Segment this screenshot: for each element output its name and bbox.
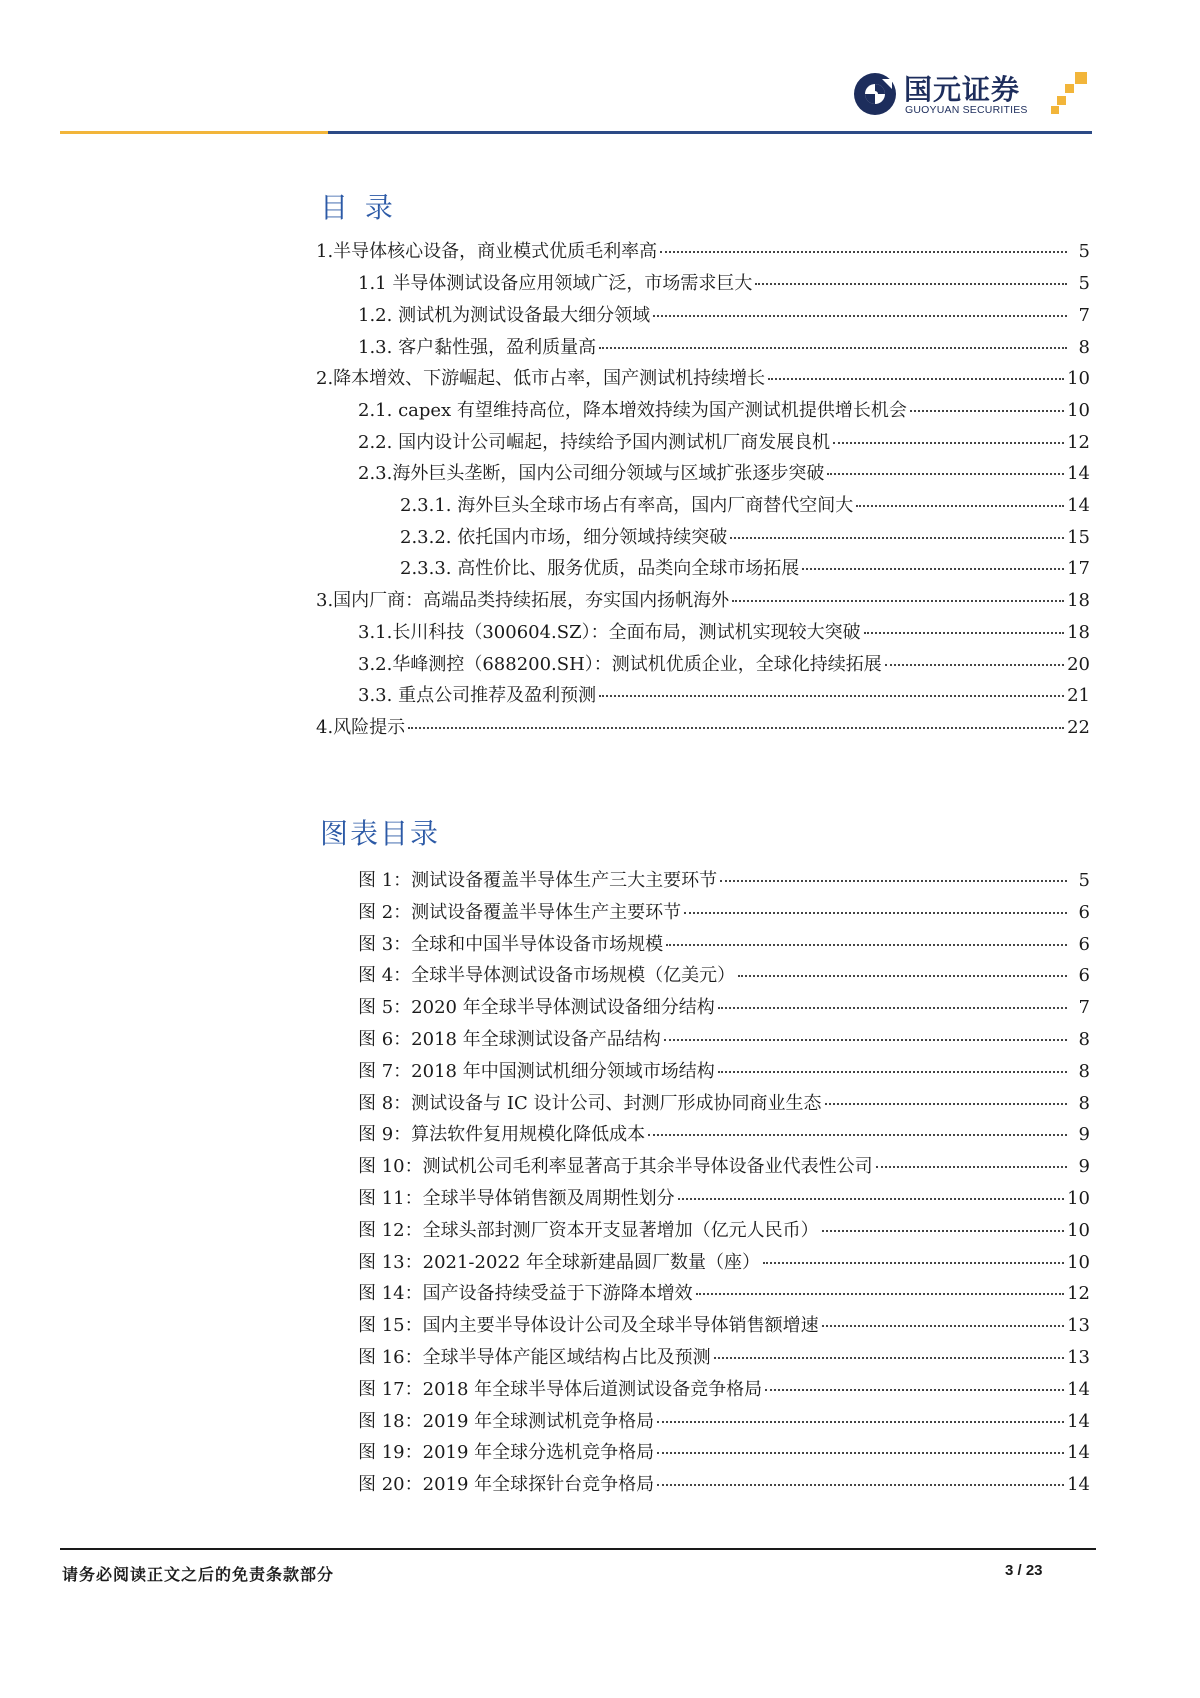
figure-entry-page: 10	[1067, 1219, 1090, 1241]
toc-entry-page: 14	[1067, 463, 1090, 484]
toc-entry-title: 2.3.1. 海外巨头全球市场占有率高，国内厂商替代空间大	[400, 495, 854, 516]
figure-entry-title: 图 5：2020 年全球半导体测试设备细分结构	[358, 997, 715, 1019]
figure-entry-title: 图 6：2018 年全球测试设备产品结构	[358, 1029, 661, 1050]
figure-entry-title: 图 1：测试设备覆盖半导体生产三大主要环节	[358, 870, 718, 891]
figure-entry-title: 图 8：测试设备与 IC 设计公司、封测厂形成协同商业生态	[358, 1092, 822, 1114]
toc-entry-page: 10	[1067, 400, 1090, 421]
figure-entry-title: 图 7：2018 年中国测试机细分领域市场结构	[358, 1060, 715, 1082]
toc-entry-title: 3.国内厂商：高端品类持续拓展，夯实国内扬帆海外	[316, 590, 730, 611]
figure-entry-page: 8	[1078, 1092, 1090, 1114]
dot-leader	[864, 631, 1064, 634]
dot-leader	[599, 694, 1064, 697]
toc-entry-page: 17	[1067, 558, 1090, 579]
figure-entry[interactable]	[358, 1185, 1090, 1213]
toc-entry-page: 15	[1067, 527, 1090, 548]
figure-entry[interactable]	[358, 1249, 1090, 1277]
header-rule-blue	[328, 131, 1092, 134]
dot-leader	[657, 1420, 1064, 1423]
dot-leader	[738, 974, 1067, 977]
dot-leader	[732, 599, 1064, 602]
figure-entry[interactable]	[358, 1312, 1090, 1340]
figure-entry-page: 12	[1067, 1283, 1090, 1305]
figure-entry-page: 7	[1078, 997, 1090, 1019]
figure-entry-title: 图 15：国内主要半导体设计公司及全球半导体销售额增速	[358, 1315, 819, 1337]
figure-entry[interactable]	[358, 899, 1090, 927]
toc-entry[interactable]	[358, 619, 1090, 647]
logo-mark-icon	[852, 71, 898, 117]
header-rule-gold	[60, 131, 328, 134]
figures-heading: 图表目录	[320, 817, 441, 850]
dot-leader	[833, 441, 1064, 444]
toc-entry-title: 3.1.长川科技（300604.SZ）：全面布局，测试机实现较大突破	[358, 622, 861, 643]
dot-leader	[763, 1261, 1064, 1264]
figure-entry-page: 8	[1078, 1029, 1090, 1050]
figure-entry-title: 图 18：2019 年全球测试机竞争格局	[358, 1410, 655, 1432]
figure-entry-title: 图 3：全球和中国半导体设备市场规模	[358, 933, 664, 955]
toc-entry[interactable]	[400, 492, 1090, 520]
toc-entry-title: 1.2. 测试机为测试设备最大细分领域	[358, 305, 651, 326]
figure-entry-page: 10	[1067, 1251, 1090, 1273]
dot-leader	[718, 1006, 1067, 1009]
toc-entry[interactable]	[358, 460, 1090, 488]
figure-entry-title: 图 19：2019 年全球分选机竞争格局	[358, 1442, 655, 1464]
dot-leader	[755, 282, 1067, 285]
figure-entry[interactable]	[358, 1471, 1090, 1499]
page-number: 3 / 23	[1005, 1562, 1043, 1579]
figure-entry-title: 图 11：全球半导体销售额及周期性划分	[358, 1188, 675, 1209]
figure-entry-title: 图 4：全球半导体测试设备市场规模（亿美元）	[358, 965, 736, 987]
dot-leader	[684, 911, 1067, 914]
dot-leader	[657, 1451, 1064, 1454]
dot-leader	[408, 726, 1064, 729]
toc-entry[interactable]	[358, 334, 1090, 362]
figure-entry-title: 图 10：测试机公司毛利率显著高于其余半导体设备业代表性公司	[358, 1156, 873, 1178]
figure-entry-page: 8	[1078, 1060, 1090, 1082]
toc-entry[interactable]	[400, 524, 1090, 552]
dot-leader	[802, 567, 1064, 570]
toc-entry[interactable]	[316, 238, 1090, 266]
dot-leader	[696, 1292, 1064, 1295]
toc-entry-title: 4.风险提示	[316, 717, 406, 738]
toc-entry[interactable]	[358, 651, 1090, 679]
dot-leader	[648, 1133, 1067, 1136]
dot-leader	[822, 1229, 1064, 1232]
toc-entry[interactable]	[400, 555, 1090, 583]
figure-entry-title: 图 9：算法软件复用规模化降低成本	[358, 1124, 646, 1146]
figure-entry-page: 13	[1067, 1315, 1090, 1337]
figure-entry-title: 图 16：全球半导体产能区域结构占比及预测	[358, 1347, 711, 1368]
figure-entry-page: 10	[1067, 1188, 1090, 1209]
dot-leader	[910, 409, 1064, 412]
figure-entry[interactable]	[358, 1344, 1090, 1372]
dot-leader	[666, 943, 1067, 946]
dot-leader	[664, 1038, 1067, 1041]
company-logo	[852, 66, 1092, 126]
toc-entry-title: 2.降本增效、下游崛起、低市占率，国产测试机持续增长	[316, 368, 766, 389]
toc-entry-page: 5	[1078, 241, 1090, 262]
figure-entry[interactable]	[358, 1153, 1090, 1181]
toc-entry-title: 2.3.2. 依托国内市场，细分领域持续突破	[400, 527, 728, 548]
figure-entry[interactable]	[358, 962, 1090, 990]
figure-entry-title: 图 13：2021-2022 年全球新建晶圆厂数量（座）	[358, 1251, 761, 1273]
figure-entry-page: 5	[1078, 870, 1090, 891]
dot-leader	[876, 1165, 1067, 1168]
figure-entry[interactable]	[358, 1121, 1090, 1149]
figure-entry[interactable]	[358, 1376, 1090, 1404]
dot-leader	[827, 472, 1064, 475]
toc-entry-page: 22	[1067, 717, 1090, 738]
dot-leader	[714, 1356, 1064, 1359]
toc-entry-title: 1.3. 客户黏性强，盈利质量高	[358, 337, 597, 358]
toc-heading: 目 录	[320, 191, 397, 224]
dot-leader	[657, 1483, 1064, 1486]
dot-leader	[718, 1070, 1067, 1073]
footer-rule	[60, 1548, 1096, 1550]
figure-entry[interactable]	[358, 867, 1090, 895]
figure-entry-page: 14	[1067, 1474, 1090, 1496]
toc-entry-page: 20	[1067, 654, 1090, 675]
figure-entry-title: 图 2：测试设备覆盖半导体生产主要环节	[358, 901, 682, 923]
figure-entry[interactable]	[358, 1090, 1090, 1118]
toc-entry[interactable]	[358, 429, 1090, 457]
toc-entry-page: 14	[1067, 495, 1090, 516]
dot-leader	[730, 536, 1064, 539]
dot-leader	[660, 250, 1067, 253]
figure-entry-page: 6	[1078, 933, 1090, 955]
figure-entry-page: 6	[1078, 901, 1090, 923]
figure-entry-page: 9	[1078, 1124, 1090, 1146]
figure-entry[interactable]	[358, 994, 1090, 1022]
toc-entry-page: 8	[1078, 337, 1090, 358]
toc-entry-title: 3.2.华峰测控（688200.SH）：测试机优质企业，全球化持续拓展	[358, 654, 882, 675]
figure-entry[interactable]	[358, 1280, 1090, 1308]
figure-entry-title: 图 12：全球头部封测厂资本开支显著增加（亿元人民币）	[358, 1219, 819, 1241]
toc-entry[interactable]	[316, 714, 1090, 742]
figure-entry-title: 图 17：2018 年全球半导体后道测试设备竞争格局	[358, 1378, 763, 1400]
dot-leader	[765, 1388, 1064, 1391]
dot-leader	[885, 663, 1064, 666]
figure-entry-page: 9	[1078, 1156, 1090, 1178]
footer-disclaimer: 请务必阅读正文之后的免责条款部分	[62, 1565, 335, 1584]
logo-chinese-name: 国元证券	[904, 73, 1021, 106]
figure-entry-page: 6	[1078, 965, 1090, 987]
toc-entry-title: 1.半导体核心设备，商业模式优质毛利率高	[316, 241, 658, 262]
toc-entry-page: 21	[1067, 685, 1090, 706]
toc-entry[interactable]	[316, 365, 1090, 393]
toc-entry[interactable]	[358, 682, 1090, 710]
figure-entry[interactable]	[358, 1217, 1090, 1245]
toc-entry-title: 2.2. 国内设计公司崛起，持续给予国内测试机厂商发展良机	[358, 432, 831, 453]
figure-entry[interactable]	[358, 1408, 1090, 1436]
toc-entry-page: 18	[1067, 590, 1090, 611]
dot-leader	[856, 504, 1064, 507]
dot-leader	[678, 1197, 1064, 1200]
toc-entry-title: 2.3.3. 高性价比、服务优质，品类向全球市场拓展	[400, 558, 800, 579]
figure-entry-page: 14	[1067, 1410, 1090, 1432]
figure-entry-title: 图 20：2019 年全球探针台竞争格局	[358, 1474, 655, 1496]
toc-entry-page: 10	[1067, 368, 1090, 389]
figure-entry-page: 14	[1067, 1378, 1090, 1400]
toc-entry[interactable]	[358, 302, 1090, 330]
toc-entry-page: 7	[1078, 305, 1090, 326]
logo-squares-icon	[1045, 72, 1091, 116]
toc-entry-title: 2.1. capex 有望维持高位，降本增效持续为国产测试机提供增长机会	[358, 400, 907, 421]
toc-entry[interactable]	[316, 587, 1090, 615]
toc-entry-title: 3.3. 重点公司推荐及盈利预测	[358, 685, 597, 706]
figure-entry-page: 13	[1067, 1347, 1090, 1368]
dot-leader	[768, 377, 1064, 380]
figure-entry-title: 图 14：国产设备持续受益于下游降本增效	[358, 1283, 693, 1305]
dot-leader	[825, 1102, 1068, 1105]
toc-entry[interactable]	[358, 270, 1090, 298]
toc-entry-page: 18	[1067, 622, 1090, 643]
figure-entry[interactable]	[358, 931, 1090, 959]
dot-leader	[653, 314, 1067, 317]
figure-entry[interactable]	[358, 1439, 1090, 1467]
logo-english-name: GUOYUAN SECURITIES	[905, 104, 1028, 116]
dot-leader	[720, 879, 1067, 882]
figure-entry[interactable]	[358, 1026, 1090, 1054]
toc-entry[interactable]	[358, 397, 1090, 425]
dot-leader	[599, 346, 1067, 349]
toc-entry-title: 2.3.海外巨头垄断，国内公司细分领域与区域扩张逐步突破	[358, 463, 825, 484]
toc-entry-page: 5	[1078, 273, 1090, 294]
figure-entry-page: 14	[1067, 1442, 1090, 1464]
dot-leader	[822, 1324, 1064, 1327]
toc-entry-page: 12	[1067, 432, 1090, 453]
figure-entry[interactable]	[358, 1058, 1090, 1086]
toc-entry-title: 1.1 半导体测试设备应用领域广泛，市场需求巨大	[358, 273, 753, 294]
